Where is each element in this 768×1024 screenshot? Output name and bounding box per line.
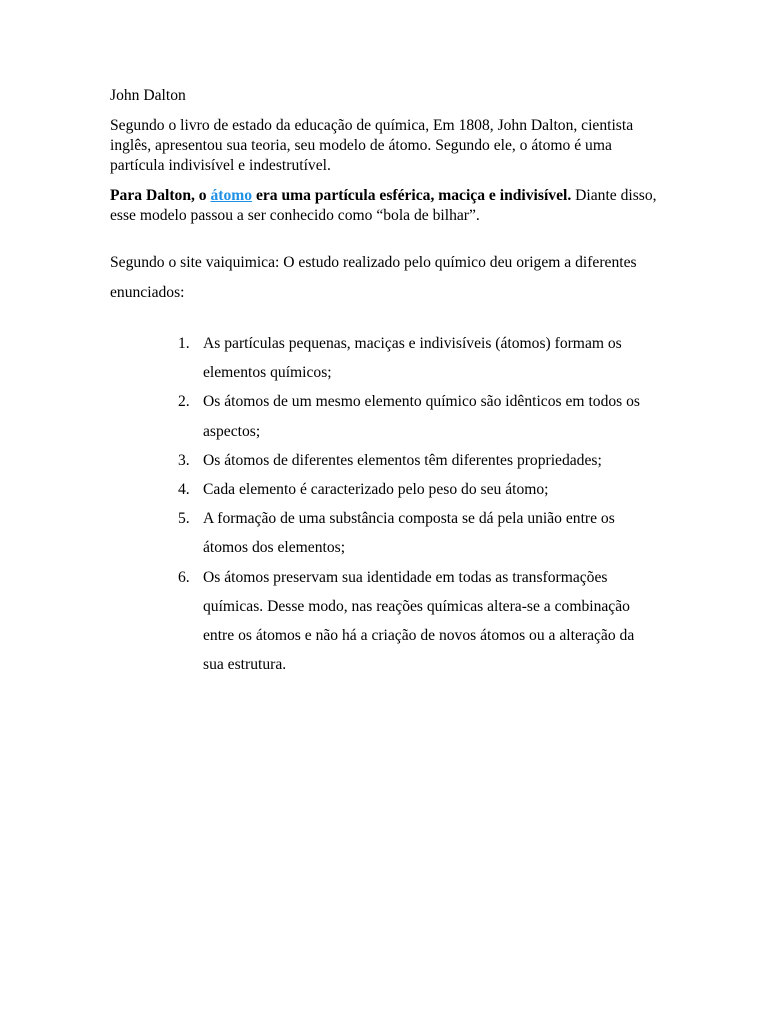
list-item-number: 4.	[178, 481, 190, 499]
list-item-number: 3.	[178, 451, 190, 469]
list-item-number: 1.	[178, 335, 190, 352]
document-title: John Dalton	[110, 87, 186, 104]
paragraph-dalton-model	[110, 186, 670, 226]
list-item	[110, 475, 658, 504]
document-page	[110, 86, 670, 679]
list-item-number: 6.	[178, 568, 190, 586]
list-item-text: Os átomos preservam sua identidade em todas as transformações químicas. Desse modo, nas reações químicas altera-se a combinação entre os átomos e não há a criação de novos átomos ou a alteração da sua estrutura.	[203, 568, 635, 674]
bold-suffix: era uma partícula esférica, maciça e indivisível.	[252, 187, 572, 204]
list-item	[110, 563, 658, 680]
list-item-text: Os átomos de diferentes elementos têm diferentes propriedades;	[203, 451, 602, 469]
paragraph-vaiquimica: Segundo o site vaiquimica: O estudo realizado pelo químico deu origem a diferentes enunciados:	[110, 254, 637, 301]
paragraph-intro: Segundo o livro de estado da educação de química, Em 1808, John Dalton, cientista inglês, apresentou sua teoria, seu modelo de átomo. Segundo ele, o átomo é uma partícula indivisível e indestrutível.	[110, 117, 634, 174]
list-item	[110, 446, 658, 475]
list-item-text: A formação de uma substância composta se dá pela união entre os átomos dos elementos;	[203, 510, 615, 557]
list-item	[110, 329, 658, 387]
list-item	[110, 504, 658, 562]
paragraph-rest: Diante disso, esse modelo passou a ser conhecido como “bola de bilhar”.	[110, 187, 657, 224]
atom-link[interactable]: átomo	[210, 187, 253, 204]
list-item-number: 5.	[178, 510, 190, 528]
list-item	[110, 387, 658, 445]
list-item-number: 2.	[178, 393, 190, 411]
bold-prefix: Para Dalton, o	[110, 187, 211, 204]
list-item-text: Cada elemento é caracterizado pelo peso do seu átomo;	[203, 481, 549, 499]
list-item-text: As partículas pequenas, maciças e indivisíveis (átomos) formam os elementos químicos;	[203, 335, 622, 382]
enunciados-list	[110, 329, 670, 679]
list-item-text: Os átomos de um mesmo elemento químico são idênticos em todos os aspectos;	[203, 393, 640, 440]
